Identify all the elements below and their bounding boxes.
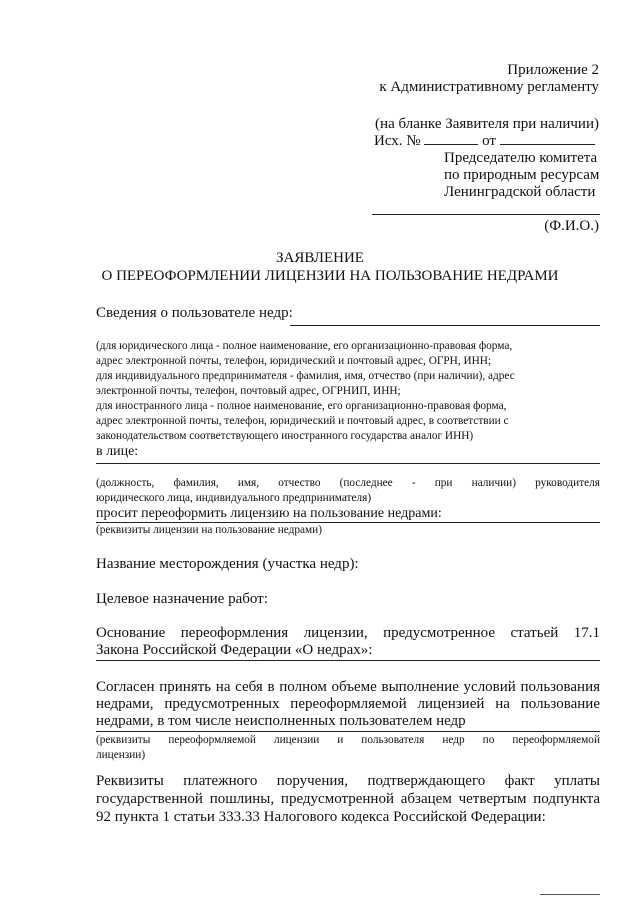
represented-label: в лице: xyxy=(96,444,139,459)
addressee-line-3: Ленинградской области xyxy=(444,184,596,200)
consent-line-3: недрами, в том числе неисполненных пользователем недр xyxy=(96,713,466,729)
outgoing-number-row xyxy=(374,132,595,150)
consent-hint-1: (реквизиты переоформляемой лицензии и пользователя недр по переоформляемой xyxy=(96,734,600,746)
payment-line-3: 92 пункта 1 статьи 333.33 Налогового кодекса Российской Федерации: xyxy=(96,809,546,825)
user-info-hint-5: для иностранного лица - полное наименование, его организационно-правовая форма, xyxy=(96,400,507,412)
deposit-label: Название месторождения (участка недр): xyxy=(96,556,359,572)
consent-line[interactable] xyxy=(96,731,600,732)
user-info-hint-4: электронной почты, телефон, почтовый адрес, ОГРНИП, ИНН; xyxy=(96,385,401,397)
user-info-hint-7: законодательством соответствующего иностранного государства аналог ИНН) xyxy=(96,430,474,442)
payment-line-1: Реквизиты платежного поручения, подтверждающего факт уплаты xyxy=(96,773,600,789)
outgoing-number-label: Исх. № xyxy=(374,133,421,149)
document-title: ЗАЯВЛЕНИЕ xyxy=(276,250,364,266)
grounds-line-2: Закона Российской Федерации «О недрах»: xyxy=(96,642,373,658)
user-info-line[interactable] xyxy=(290,325,600,326)
page-footer-divider xyxy=(540,894,600,895)
represented-hint-2: юридического лица, индивидуального предпринимателя) xyxy=(96,492,372,504)
outgoing-date-label: от xyxy=(482,133,496,149)
document-subtitle: О ПЕРЕОФОРМЛЕНИИ ЛИЦЕНЗИИ НА ПОЛЬЗОВАНИЕ НЕДРАМИ xyxy=(101,268,559,284)
signature-name-line[interactable] xyxy=(372,214,600,215)
letterhead-note: (на бланке Заявителя при наличии) xyxy=(375,116,599,132)
user-info-label: Сведения о пользователе недр: xyxy=(96,305,293,321)
outgoing-number-field[interactable] xyxy=(424,132,478,145)
user-info-hint-6: адрес электронной почты, телефон, юридический и почтовый адрес, в соответствии с xyxy=(96,415,509,427)
grounds-line[interactable] xyxy=(96,660,600,661)
outgoing-date-field[interactable] xyxy=(500,132,595,145)
consent-line-2: недрами, предусмотренных переоформляемой лицензией на пользование xyxy=(96,696,600,712)
represented-hint-1: (должность, фамилия, имя, отчество (последнее - при наличии) руководителя xyxy=(96,477,600,489)
addressee-line-2: по природным ресурсам xyxy=(444,167,600,183)
request-hint: (реквизиты лицензии на пользование недрами) xyxy=(96,524,322,536)
request-label: просит переоформить лицензию на пользование недрами: xyxy=(96,506,442,521)
appendix-number: Приложение 2 xyxy=(507,62,599,78)
regulation-reference: к Административному регламенту xyxy=(379,79,599,95)
consent-line-1: Согласен принять на себя в полном объеме выполнение условий пользования xyxy=(96,679,600,695)
user-info-hint-1: (для юридического лица - полное наименование, его организационно-правовая форма, xyxy=(96,340,513,352)
purpose-label: Целевое назначение работ: xyxy=(96,591,268,607)
user-info-hint-3: для индивидуального предпринимателя - фамилия, имя, отчество (при наличии), адрес xyxy=(96,370,515,382)
user-info-hint-2: адрес электронной почты, телефон, юридический и почтовый адрес, ОГРН, ИНН; xyxy=(96,355,492,367)
grounds-line-1: Основание переоформления лицензии, предусмотренное статьей 17.1 xyxy=(96,625,600,641)
fio-hint: (Ф.И.О.) xyxy=(544,218,599,234)
consent-hint-2: лицензии) xyxy=(96,749,146,761)
payment-line-2: государственной пошлины, предусмотренной абзацем четвертым подпункта xyxy=(96,791,600,807)
represented-line[interactable] xyxy=(96,463,600,464)
addressee-line-1: Председателю комитета xyxy=(444,150,598,166)
